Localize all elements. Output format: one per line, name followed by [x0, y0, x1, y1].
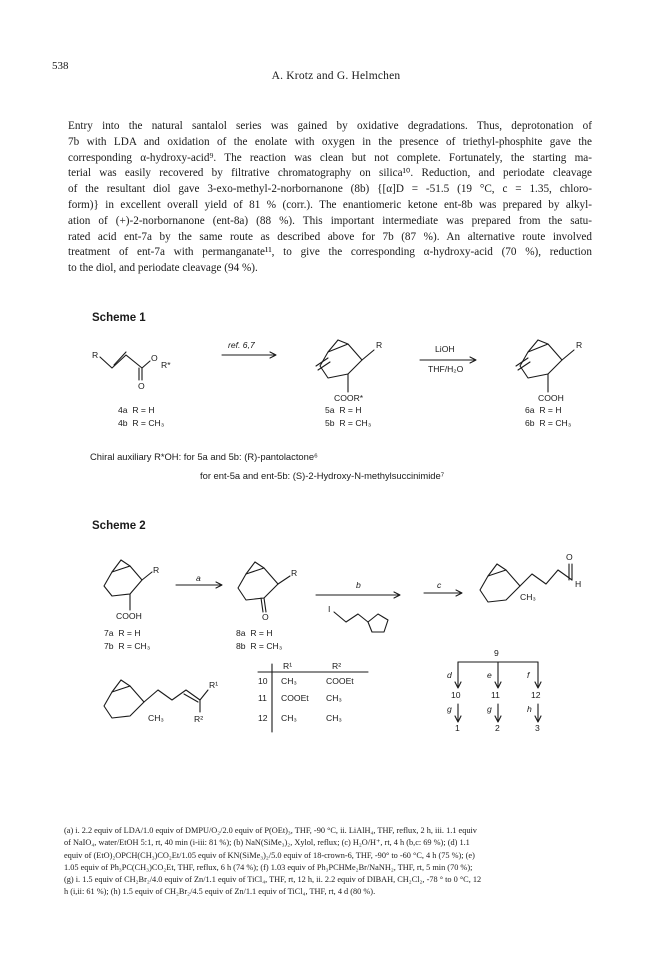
paragraph-line: Entry into the natural santalol series was gained by oxidative degradations. Thus, deprotonation of: [68, 120, 592, 132]
table-cell: CH₃: [281, 713, 297, 723]
flow-bottom: 1: [455, 723, 460, 733]
flow-bottom: 3: [535, 723, 540, 733]
scheme2-arrow-b: [316, 592, 400, 598]
scheme1-note-2: for ent-5a and ent-5b: (S)-2-Hydroxy-N-methylsuccinimide⁷: [200, 470, 445, 481]
flow-letter: g: [447, 704, 452, 714]
acid-7-structure: [104, 560, 152, 610]
table-header-r2: R²: [332, 661, 342, 671]
label-4a: 4a R = H: [118, 405, 155, 415]
table-cell: 12: [258, 713, 268, 723]
footnote-line: h (i,ii: 61 %); (h) 1.5 equiv of CH₂Br₂/4.5 equiv of Zn/1.1 equiv of TiCl₄, THF, rt, 4 d (80 %).: [64, 887, 376, 897]
norbornene-6-structure: [516, 340, 574, 392]
s2-7-sub-COOH: COOH: [116, 611, 142, 621]
footnote-line: (a) i. 2.2 equiv of LDA/1.0 equiv of DMPU/O₂/2.0 equiv of P(OEt)₃, THF, -90 °C, ii. LiAlH₄, THF, reflux, 2 h, iii. 1.1 equiv: [64, 826, 477, 835]
scheme2-arrow-c: [424, 590, 462, 596]
flow-letter: h: [527, 704, 532, 714]
page-number: 538: [52, 60, 69, 72]
step-a: a: [196, 573, 201, 583]
paragraph-line: terial was easily recovered by filtrative chromatography on silica¹⁰. Reduction, and periodate cleavage: [68, 167, 592, 180]
flow-mid: 10: [451, 690, 461, 700]
paragraph-line: ation of (+)-2-norbornanone (ent-8a) (88 %). This important intermediate was prepared from the satu-: [68, 214, 592, 227]
table-cell: CH₃: [326, 713, 342, 723]
table-cell: CH₃: [326, 693, 342, 703]
s1-5-sub-COOR: COOR*: [334, 393, 364, 403]
flow-top: 9: [494, 648, 499, 658]
flow-bottom: 2: [495, 723, 500, 733]
label-7a: 7a R = H: [104, 628, 141, 638]
scheme1-arrow-2: [420, 357, 476, 363]
paragraph-line: treatment of ent-7a with permanganate¹¹, to give the corresponding α-hydroxy-acid (70 %), reduction: [68, 246, 592, 259]
scheme1-reagent-top: LiOH: [435, 344, 455, 354]
ketone-8-structure: [238, 562, 290, 612]
s1-sub-O-carbonyl: O: [138, 381, 145, 391]
acrylate-4-structure: [100, 352, 150, 380]
s1-sub-Rstar: R*: [161, 360, 171, 370]
scheme1-reagent-bottom: THF/H₂O: [428, 364, 464, 374]
table-cell: 11: [258, 693, 267, 703]
footnote-line: of NaIO₄, water/EtOH 5:1, rt, 40 min (i-iii: 81 %); (b) NaN(SiMe₃)₂, Xylol, reflux; (c) H₂O/H⁺, rt, 4 h (b,c: 69 %); (d) 1.1: [64, 838, 470, 848]
label-8a: 8a R = H: [236, 628, 273, 638]
flow-mid: 12: [531, 690, 541, 700]
s2-9-sub-CH3: CH₃: [520, 592, 536, 602]
scheme1-title: Scheme 1: [92, 312, 146, 324]
s2-sub-CH3: CH₃: [148, 713, 164, 723]
scheme-footnote: [64, 825, 610, 899]
s1-sub-R: R: [92, 350, 99, 360]
paragraph-line: 7b with LDA and oxidation of the enolate with oxygen in the presence of triethyl-phosphite gave the: [68, 135, 592, 148]
table-header-r1: R¹: [283, 661, 293, 671]
s1-6-sub-COOH: COOH: [538, 393, 564, 403]
flow-letter: d: [447, 670, 452, 680]
scheme1-ref: ref. 6,7: [228, 340, 255, 350]
step-c: c: [437, 580, 442, 590]
norbornene-5-structure: [316, 340, 374, 392]
flow-letter: f: [527, 670, 530, 680]
iodo-dioxolane-structure: [334, 612, 388, 632]
label-6a: 6a R = H: [525, 405, 562, 415]
label-8b: 8b R = CH₃: [236, 641, 283, 651]
step-b: b: [356, 580, 361, 590]
scheme1-note-1: Chiral auxiliary R*OH: for 5a and 5b: (R)-pantolactone⁶: [90, 451, 318, 462]
table-cell: CH₃: [281, 676, 297, 686]
s2-9-sub-O: O: [566, 552, 573, 562]
table-cell: COOEt: [281, 693, 309, 703]
label-5b: 5b R = CH₃: [325, 418, 372, 428]
paragraph-line: corresponding α-hydroxy-acid⁹. The reaction was clean but not complete. Fortunately, the starting ma-: [68, 151, 592, 164]
table-cell: 10: [258, 676, 268, 686]
label-6b: 6b R = CH₃: [525, 418, 572, 428]
flow-letter: g: [487, 704, 492, 714]
s1-5-sub-R: R: [376, 340, 383, 350]
label-4b: 4b R = CH₃: [118, 418, 165, 428]
footnote-line: equiv of (EtO)₂OPCH(CH₃)CO₂Et/1.05 equiv of KN(SiMe₃)₂/5.0 equiv of 18-crown-6, THF, -90° to -60 °C, 4 h (75 %); (e): [64, 850, 475, 860]
body-paragraph: [68, 119, 592, 277]
s2-8-sub-R: R: [291, 568, 298, 578]
paragraph-line: to the diol, and periodate cleavage (94 %).: [68, 262, 258, 275]
s2-9-sub-H: H: [575, 579, 582, 589]
s2-7-sub-R: R: [153, 565, 160, 575]
flow-mid: 11: [491, 690, 500, 700]
paragraph-line: rated acid ent-7a by the same route as described above for 7b (87 %). An alternative route involved: [68, 230, 592, 243]
label-7b: 7b R = CH₃: [104, 641, 151, 651]
table-cell: COOEt: [326, 676, 354, 686]
paragraph-line: of the resultant diol gave 3-exo-methyl-2-norbornanone (8b) {[α]D = -51.5 (19 °C, c = 1.35, chloro-: [68, 183, 592, 196]
s2-sub-I: I: [328, 604, 331, 614]
s2-sub-R2: R²: [194, 714, 204, 724]
running-header: A. Krotz and G. Helmchen: [271, 70, 401, 82]
s2-8-sub-O: O: [262, 612, 269, 622]
footnote-line: 1.05 equiv of Ph₃PC(CH₃)CO₂Et, THF, reflux, 6 h (74 %); (f) 1.03 equiv of Ph₃PCHMe₂Br/NaNH₂, THF, rt, 5 min (70 %);: [64, 862, 473, 872]
flow-letter: e: [487, 670, 492, 680]
s2-sub-R1: R¹: [209, 680, 219, 690]
label-5a: 5a R = H: [325, 405, 362, 415]
table-rules: [258, 664, 368, 732]
footnote-line: (g) i. 1.5 equiv of CH₂Br₂/4.0 equiv of Zn/1.1 equiv of TiCl₄, THF, rt, 12 h, ii. 2.2 equiv of DIBAH, CH₂Cl₂, -78 ° to 0 °C, 12: [64, 875, 482, 885]
s1-6-sub-R: R: [576, 340, 583, 350]
paragraph-line: form)} in excellent overall yield of 81 % (corr.). The enantiomeric ketone ent-8b was prepared by alkyl-: [68, 198, 592, 211]
s1-sub-O: O: [151, 353, 158, 363]
scheme1-arrow-1: [222, 352, 276, 358]
scheme2-title: Scheme 2: [92, 520, 146, 532]
